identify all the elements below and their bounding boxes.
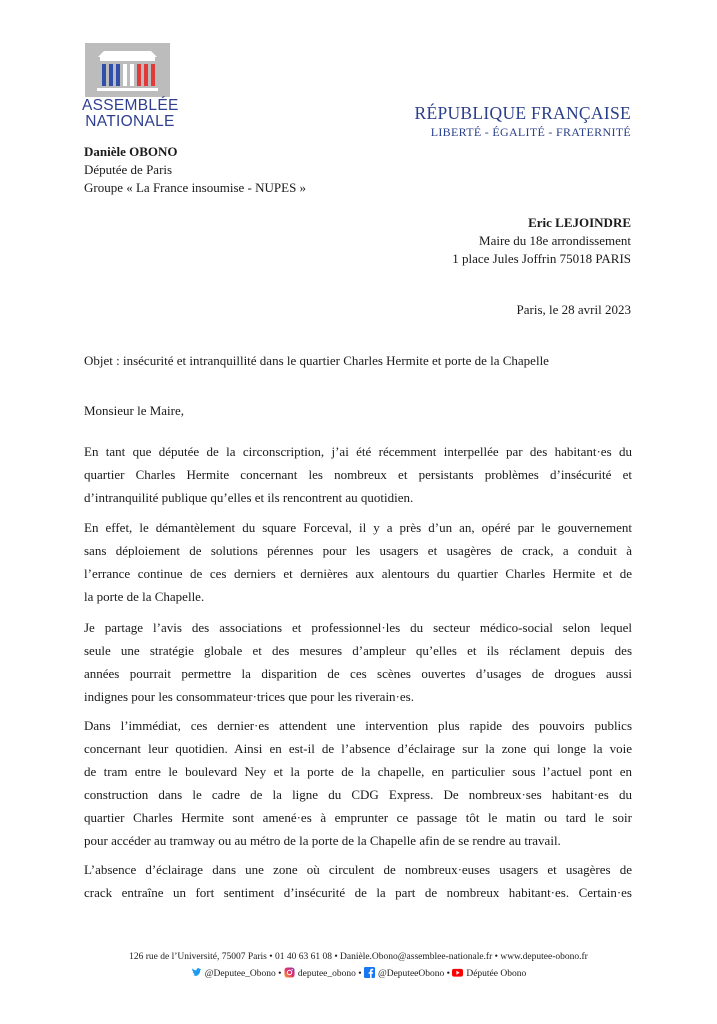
logo-line-2: NATIONALE — [85, 113, 175, 130]
paragraph-2 — [84, 516, 632, 608]
footer-twitter[interactable]: @Deputee_Obono • — [204, 969, 282, 979]
youtube-icon — [452, 967, 463, 978]
sender-group: Groupe « La France insoumise - NUPES » — [84, 180, 307, 195]
text-line: quartier Charles Hermite concernant les nombreux et persistants problèmes d’insécurité et — [84, 467, 632, 482]
instagram-icon — [284, 967, 295, 978]
text-line: la porte de la Chapelle. — [84, 589, 205, 604]
twitter-icon — [191, 967, 202, 978]
text-line: crack entraîne un fort sentiment d’insécurité de la part de nombreux habitant·es. Certain·es — [84, 885, 632, 900]
sender-name: Danièle OBONO — [84, 144, 178, 159]
footer-instagram[interactable]: deputee_obono • — [297, 969, 362, 979]
text-line: d’intranquilité publique qu’elles et ils rencontrent au quotidien. — [84, 490, 414, 505]
text-line: Je partage l’avis des associations et professionnel·les du secteur médico-social selon lequel — [84, 620, 632, 635]
text-line: quartier Charles Hermite sont amené·es à emprunter ce passage tôt le matin ou tard le soir — [84, 810, 632, 825]
text-line: indignes pour les consommateur·trices que pour les riverain·es. — [84, 689, 414, 704]
text-line: concernant leur quotidien. Ainsi en est-il de l’absence d’éclairage sur la zone qui longe la voie — [84, 741, 632, 756]
assemblee-logo — [85, 43, 170, 97]
paragraph-4 — [84, 714, 632, 852]
recipient-address: 1 place Jules Joffrin 75018 PARIS — [452, 251, 631, 266]
republic-motto: LIBERTÉ - ÉGALITÉ - FRATERNITÉ — [430, 125, 631, 139]
text-line: de tram entre le boulevard Ney et la porte de la chapelle, en particulier sous l’actuel pont en — [84, 764, 632, 779]
text-line: Dans l’immédiat, ces dernier·es attendent une intervention plus rapide des pouvoirs publics — [84, 718, 632, 733]
footer-contact: 126 rue de l’Université, 75007 Paris • 01 40 63 61 08 • Danièle.Obono@assemblee-nationale.fr • www.deputee-obono.fr — [129, 952, 588, 962]
footer-facebook[interactable]: @DeputeeObono • — [377, 969, 450, 979]
text-line: années pourrait permettre la disparition de ces scènes ouvertes d’usages de drogues aussi — [84, 666, 632, 681]
logo-line-1: ASSEMBLÉE — [82, 97, 179, 114]
paragraph-1 — [84, 440, 632, 509]
text-line: sans déploiement de solutions pérennes pour les usagers et usagères de crack, a conduit à — [84, 543, 632, 558]
sender-block — [84, 143, 306, 197]
facebook-icon — [364, 967, 375, 978]
text-line: seule une stratégie globale et des mesures d’ampleur qu’elles et ils réclament depuis des — [84, 643, 632, 658]
text-line: l’errance continue de ces derniers et dernières aux alentours du quartier Charles Hermite et de — [84, 566, 632, 581]
text-line: En effet, le démantèlement du square Forceval, il y a près d’un an, opéré par le gouvernement — [84, 520, 632, 535]
letter-date: Paris, le 28 avril 2023 — [516, 302, 631, 317]
recipient-role: Maire du 18e arrondissement — [479, 233, 631, 248]
recipient-block — [452, 214, 631, 268]
recipient-name: Eric LEJOINDRE — [528, 215, 631, 230]
hemicycle-icon — [85, 43, 170, 97]
republic-heading — [414, 103, 631, 139]
logo-wordmark — [82, 98, 178, 130]
text-line: pour accéder au tramway ou au métro de la porte de la Chapelle afin de se rendre au travail. — [84, 833, 561, 848]
republic-title: RÉPUBLIQUE FRANÇAISE — [414, 103, 631, 123]
paragraph-3 — [84, 616, 632, 708]
text-line: construction dans le cadre de la ligne du CDG Express. De nombreux·ses habitant·es du — [84, 787, 632, 802]
letter-subject: Objet : insécurité et intranquillité dans le quartier Charles Hermite et porte de la Chapelle — [84, 353, 549, 368]
salutation: Monsieur le Maire, — [84, 403, 185, 418]
footer-youtube[interactable]: Députée Obono — [466, 969, 527, 979]
footer-social — [0, 967, 717, 981]
sender-role: Députée de Paris — [84, 162, 173, 177]
paragraph-5 — [84, 858, 632, 904]
text-line: En tant que députée de la circonscription, j’ai été récemment interpellée par des habitant·es du — [84, 444, 632, 459]
text-line: L’absence d’éclairage dans une zone où circulent de nombreux·euses usagers et usagères de — [84, 862, 632, 877]
